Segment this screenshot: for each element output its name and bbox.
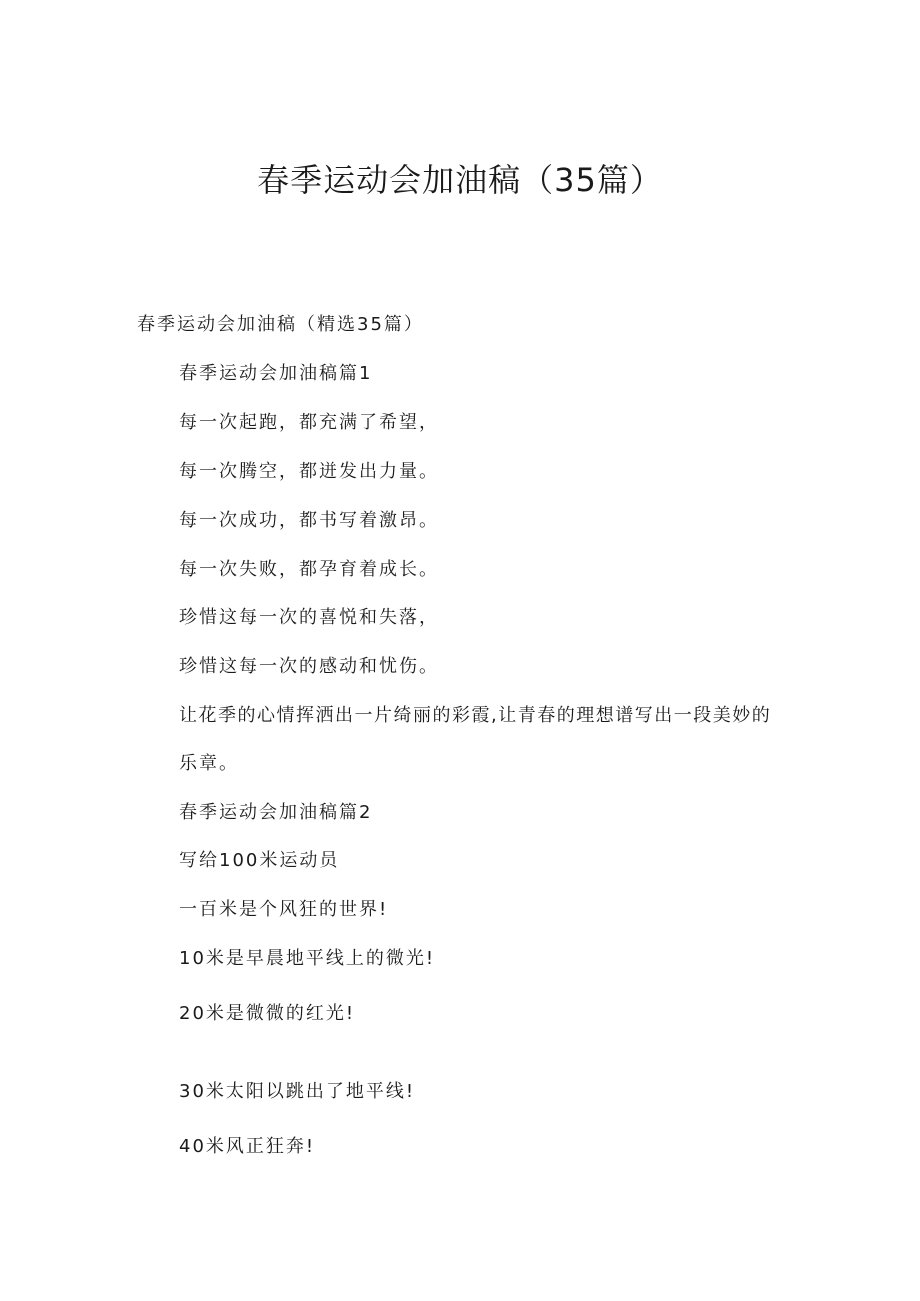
text-line: 40米风正狂奔! (179, 1136, 316, 1157)
section-heading-1: 春季运动会加油稿篇1 (179, 363, 373, 384)
section-heading-2: 春季运动会加油稿篇2 (179, 802, 373, 823)
text-line: 10米是早晨地平线上的微光! (179, 948, 436, 969)
text-line: 每一次腾空，都迸发出力量。 (179, 461, 439, 482)
document-title: 春季运动会加油稿（35篇） (257, 161, 663, 199)
text-line: 每一次起跑，都充满了希望， (179, 412, 439, 433)
text-line: 写给100米运动员 (179, 850, 340, 871)
text-line: 让花季的心情挥洒出一片绮丽的彩霞,让青春的理想谱写出一段美妙的 (179, 705, 772, 726)
text-line: 珍惜这每一次的感动和忧伤。 (179, 656, 439, 677)
text-line: 一百米是个风狂的世界! (179, 899, 389, 920)
text-line: 每一次成功，都书写着激昂。 (179, 510, 439, 531)
subtitle-line: 春季运动会加油稿（精选35篇） (137, 314, 424, 335)
text-line: 乐章。 (179, 753, 239, 774)
text-line: 珍惜这每一次的喜悦和失落， (179, 607, 439, 628)
text-line: 每一次失败，都孕育着成长。 (179, 559, 439, 580)
text-line: 20米是微微的红光! (179, 1003, 356, 1024)
text-line: 30米太阳以跳出了地平线! (179, 1081, 416, 1102)
